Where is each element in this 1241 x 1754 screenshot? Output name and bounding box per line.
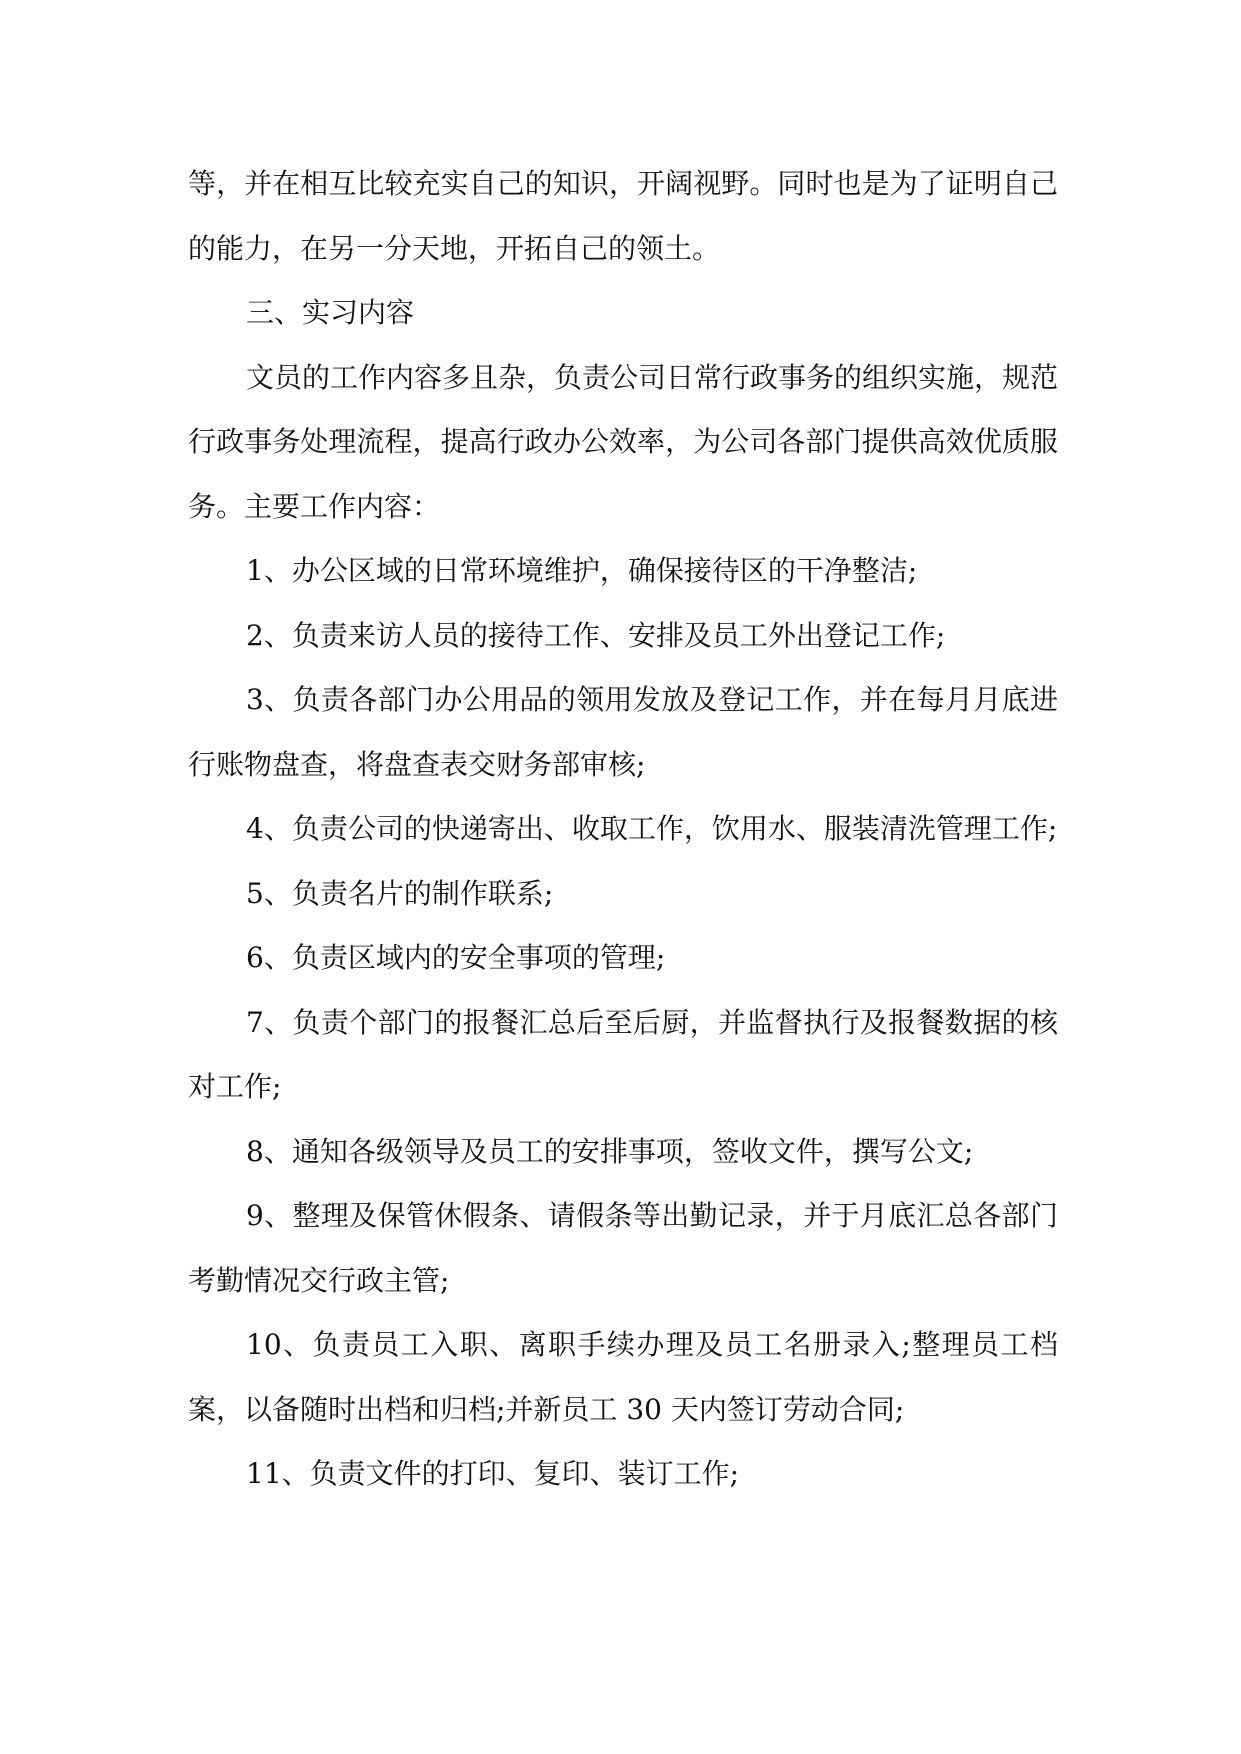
list-item: 8、通知各级领导及员工的安排事项，签收文件，撰写公文;	[246, 1134, 974, 1168]
list-item: 3、负责各部门办公用品的领用发放及登记工作，并在每月月底进行账物盘查，将盘查表交财务部审核;	[188, 683, 1058, 781]
list-item: 2、负责来访人员的接待工作、安排及员工外出登记工作;	[246, 618, 946, 652]
list-item: 7、负责个部门的报餐汇总后至后厨，并监督执行及报餐数据的核对工作;	[188, 1005, 1058, 1103]
list-item: 1、办公区域的日常环境维护，确保接待区的干净整洁;	[246, 554, 918, 587]
list-item: 5、负责名片的制作联系;	[246, 876, 554, 910]
list-item: 6、负责区域内的安全事项的管理;	[246, 941, 666, 974]
list-item: 11、负责文件的打印、复印、装订工作;	[246, 1457, 740, 1490]
paragraph-continuation: 等，并在相互比较充实自己的知识，开阔视野。同时也是为了证明自己的能力，在另一分天地，开拓自己的领土。	[188, 167, 1058, 265]
document-body	[188, 152, 1058, 1507]
section-heading: 三、实习内容	[246, 296, 415, 329]
list-item: 10、负责员工入职、离职手续办理及员工名册录入;整理员工档案，以备随时出档和归档;并新员工 30 天内签订劳动合同;	[188, 1328, 1058, 1426]
paragraph-intro: 文员的工作内容多且杂，负责公司日常行政事务的组织实施，规范行政事务处理流程，提高行政办公效率，为公司各部门提供高效优质服务。主要工作内容：	[188, 360, 1059, 523]
list-item: 4、负责公司的快递寄出、收取工作，饮用水、服装清洗管理工作;	[246, 812, 1058, 845]
list-item: 9、整理及保管休假条、请假条等出勤记录，并于月底汇总各部门考勤情况交行政主管;	[188, 1199, 1058, 1297]
